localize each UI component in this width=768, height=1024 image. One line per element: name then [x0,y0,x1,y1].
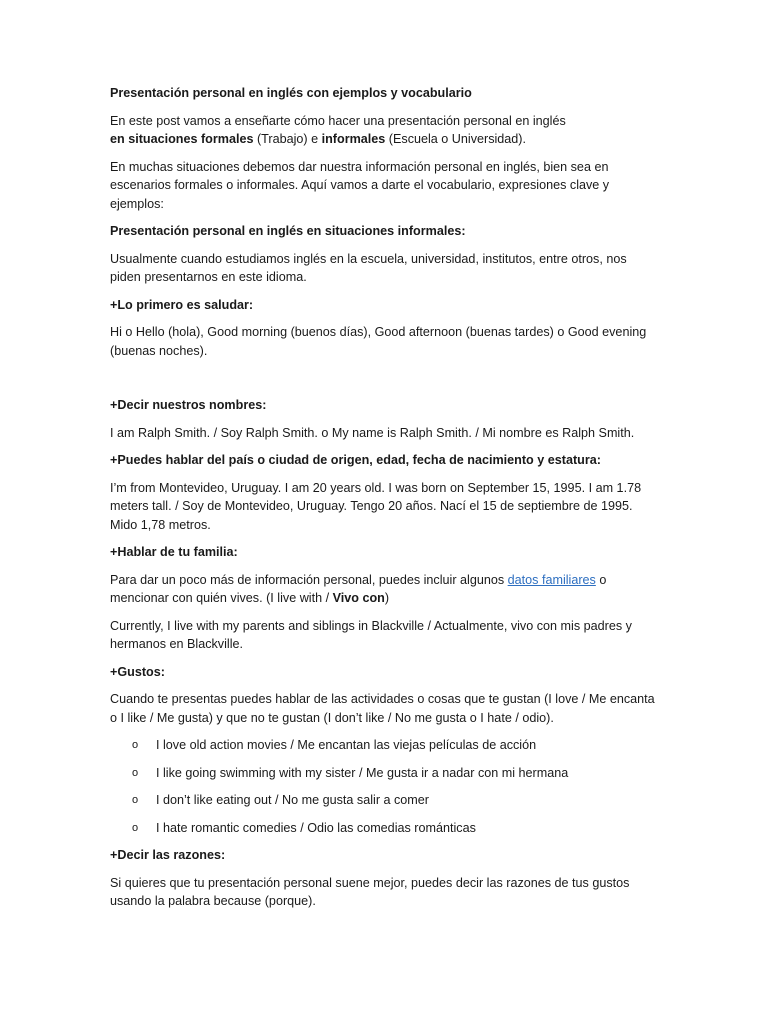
bullet-circle-icon: o [132,794,139,806]
familia-mid: o mencionar con quién vives. (I live with / [110,572,607,605]
intro-line1: En este post vamos a enseñarte cómo hacer una presentación personal en inglés [110,113,566,128]
list-item-text: I love old action movies / Me encantan las viejas películas de acción [156,738,537,752]
gustos-paragraph: Cuando te presentas puedes hablar de las actividades o cosas que te gustan (I love / Me encanta o I like / Me gusta) y que no te gustan (I don’t like / No me gusta o I hate / odio). [110,692,655,725]
familia-pre: Para dar un poco más de información personal, puedes incluir algunos [110,572,508,587]
nombres-paragraph: I am Ralph Smith. / Soy Ralph Smith. o My name is Ralph Smith. / Mi nombre es Ralph Smith. [110,425,635,440]
intro-formales: en situaciones formales [110,132,254,146]
datos-familiares-link[interactable]: datos familiares [507,572,596,587]
bullet-circle-icon: o [132,821,139,834]
saludar-paragraph: Hi o Hello (hola), Good morning (buenos días), Good afternoon (buenas tardes) o Good evening (buenas noches). [110,325,647,358]
usualmente-paragraph: Usualmente cuando estudiamos inglés en la escuela, universidad, institutos, entre otros, nos piden presentarnos en este idioma. [110,251,627,284]
heading-gustos: +Gustos: [110,664,165,679]
list-item [110,791,655,810]
razones-paragraph: Si quieres que tu presentación personal suene mejor, puedes decir las razones de tus gustos usando la palabra because (porque). [110,875,630,908]
heading-nombres: +Decir nuestros nombres: [110,398,267,412]
list-item-text: I like going swimming with my sister / Me gusta ir a nadar con mi hermana [156,765,569,780]
heading-informales: Presentación personal en inglés en situaciones informales: [110,224,466,238]
list-item-text: I hate romantic comedies / Odio las comedias románticas [156,820,476,835]
currently-paragraph: Currently, I live with my parents and siblings in Blackville / Actualmente, vivo con mis padres y hermanos en Blackville. [110,618,632,651]
pais-paragraph: I’m from Montevideo, Uruguay. I am 20 years old. I was born on September 15, 1995. I am 1.78 meters tall. / Soy de Montevideo, Uruguay. Tengo 20 años. Nací el 15 de septiembre de 1995. Mido 1,78 metros. [110,480,642,532]
heading-pais: +Puedes hablar del país o ciudad de origen, edad, fecha de nacimiento y estatura: [110,453,601,467]
situaciones-paragraph: En muchas situaciones debemos dar nuestra información personal en inglés, bien sea en escenarios formales o informales. Aquí vamos a darte el vocabulario, expresiones clave y ejemplos: [110,159,610,211]
list-item [110,819,655,838]
familia-vivo-con: Vivo con [332,591,385,605]
list-item [110,736,655,755]
intro-informales: informales [321,132,386,146]
bullet-circle-icon: o [132,739,139,751]
intro-post: (Escuela o Universidad). [385,132,527,146]
bullet-circle-icon: o [132,766,139,779]
gustos-list [110,736,655,837]
blank-line [110,369,655,396]
list-item-text: I don’t like eating out / No me gusta salir a comer [156,793,429,807]
heading-razones: +Decir las razones: [110,848,226,862]
list-item [110,764,655,783]
intro-paragraph [110,112,655,149]
document-title: Presentación personal en inglés con ejemplos y vocabulario [110,86,472,100]
familia-paragraph [110,571,655,608]
document-body [110,84,655,920]
heading-saludar: +Lo primero es saludar: [110,297,254,312]
familia-post: ) [384,591,390,605]
intro-mid: (Trabajo) e [253,132,322,146]
heading-familia: +Hablar de tu familia: [110,545,238,559]
